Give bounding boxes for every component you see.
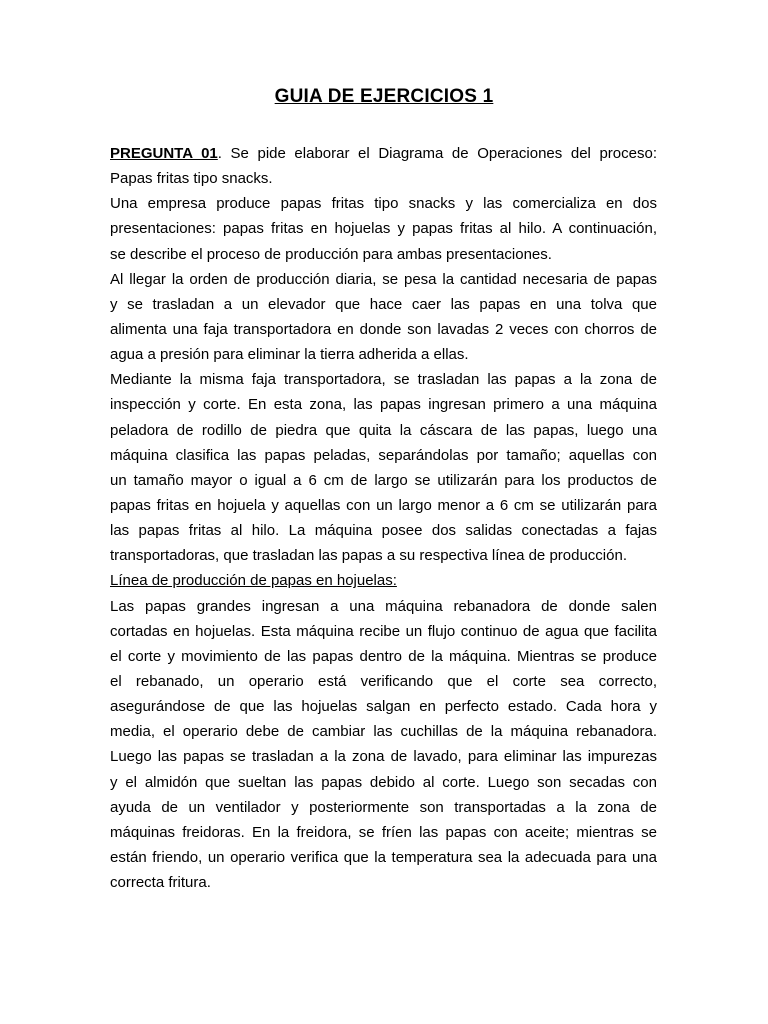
text-line: y se trasladan a un elevador que hace caer las papas en una tolva que — [110, 295, 657, 313]
text-line: inspección y corte. En esta zona, las papas ingresan primero a una máquina — [110, 396, 657, 414]
text-line: asegurándose de que las hojuelas salgan en perfecto estado. Cada hora y — [110, 698, 657, 716]
text-line: Una empresa produce papas fritas tipo snacks y las comercializa en dos — [110, 195, 657, 213]
text-line: Luego las papas se trasladan a la zona de lavado, para eliminar las impurezas — [110, 748, 657, 766]
text-line: agua a presión para eliminar la tierra adherida a ellas. — [110, 346, 469, 364]
text-line: máquina clasifica las papas peladas, separándolas por tamaño; aquellas con — [110, 446, 657, 464]
section-subheading: Línea de producción de papas en hojuelas: — [110, 572, 397, 590]
text-line: media, el operario debe de cambiar las cuchillas de la máquina rebanadora. — [110, 723, 657, 741]
text-line: peladora de rodillo de piedra que quita la cáscara de las papas, luego una — [110, 421, 657, 439]
text-line: presentaciones: papas fritas en hojuelas y papas fritas al hilo. A continuación, — [110, 220, 657, 238]
text-line: Las papas grandes ingresan a una máquina rebanadora de donde salen — [110, 597, 657, 615]
document-body — [110, 141, 657, 895]
text-line: y el almidón que sueltan las papas debido al corte. Luego son secadas con — [110, 773, 657, 791]
text-line: Al llegar la orden de producción diaria, se pesa la cantidad necesaria de papas — [110, 270, 657, 288]
text-line: transportadoras, que trasladan las papas a su respectiva línea de producción. — [110, 547, 627, 565]
question-heading-line — [110, 141, 657, 166]
text-line: alimenta una faja transportadora en donde son lavadas 2 veces con chorros de — [110, 320, 657, 338]
text-line: Papas fritas tipo snacks. — [110, 170, 273, 188]
text-line: un tamaño mayor o igual a 6 cm de largo se utilizarán para los productos de — [110, 471, 657, 489]
text-line: están friendo, un operario verifica que la temperatura sea la adecuada para una — [110, 848, 657, 866]
text-line: papas fritas en hojuela y aquellas con un largo menor a 6 cm se utilizarán para — [110, 496, 657, 514]
text-line: Mediante la misma faja transportadora, se trasladan las papas a la zona de — [110, 371, 657, 389]
text-line: las papas fritas al hilo. La máquina posee dos salidas conectadas a fajas — [110, 522, 657, 540]
text-line: el corte y movimiento de las papas dentro de la máquina. Mientras se produce — [110, 647, 657, 665]
text-line: se describe el proceso de producción para ambas presentaciones. — [110, 245, 552, 263]
text-line: correcta fritura. — [110, 874, 211, 892]
text-line: ayuda de un ventilador y posteriormente son transportadas a la zona de — [110, 798, 657, 816]
question-label: PREGUNTA 01 — [110, 145, 218, 162]
text-line: el rebanado, un operario está verificando que el corte sea correcto, — [110, 672, 657, 690]
text-line: cortadas en hojuelas. Esta máquina recibe un flujo continuo de agua que facilita — [110, 622, 657, 640]
document-title: GUIA DE EJERCICIOS 1 — [274, 86, 494, 107]
question-heading-text: . Se pide elaborar el Diagrama de Operaciones del proceso: — [217, 145, 657, 162]
text-line: máquinas freidoras. En la freidora, se fríen las papas con aceite; mientras se — [110, 823, 657, 841]
